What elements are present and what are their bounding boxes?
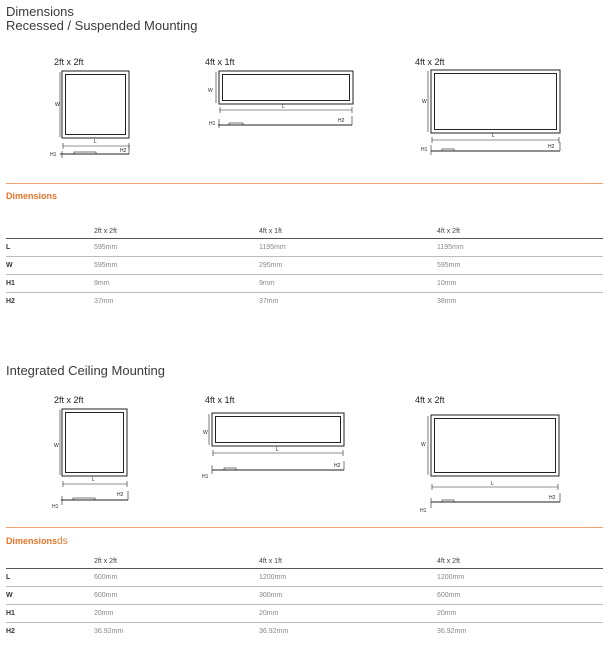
dim-w-label: W [55,102,60,108]
table-cell: 600mm [94,587,259,605]
dim-w-label: W [203,430,208,436]
table-cell: 300mm [259,587,437,605]
table-heading-recessed: Dimensions [6,191,58,201]
table-cell: 9mm [259,275,437,293]
row-label: W [6,587,94,605]
dim-h1-label: H1 [420,508,427,514]
dim-l-label: L [92,477,95,483]
section-divider [6,527,603,528]
table-cell: 595mm [94,257,259,275]
table-row [6,605,603,623]
table-cell: 595mm [437,257,603,275]
dim-h1-label: H1 [50,152,57,158]
dim-h2-label: H2 [548,144,555,150]
table-heading-suffix: ds [57,536,68,547]
recessed-diagrams [0,0,613,175]
column-header: 4ft x 1ft [259,224,437,239]
dim-h2-label: H2 [338,118,345,124]
section-subtitle-recessed: Recessed / Suspended Mounting [6,18,198,33]
dim-h2-label: H2 [120,148,127,154]
table-row [6,239,603,257]
dim-l-label: L [491,481,494,487]
table-cell: 37mm [94,298,114,305]
dim-h1-label: H1 [209,121,216,127]
dim-h1-label: H1 [52,504,59,510]
dim-w-label: W [208,88,213,94]
row-label: H1 [6,605,94,623]
row-label: L [6,569,94,587]
diagram-label-2x2: 2ft x 2ft [54,57,84,67]
panel-diagram-4x1 [209,413,344,474]
table-cell: 1200mm [259,569,437,587]
table-cell: 1195mm [259,239,437,257]
table-cell: 600mm [94,569,259,587]
column-header: 4ft x 2ft [437,554,603,569]
diagram-label-2x2: 2ft x 2ft [54,395,84,405]
row-label: H2 [6,298,15,305]
table-row [6,623,603,641]
table-row [6,275,603,293]
table-cell: 9mm [94,275,259,293]
dim-l-label: L [94,139,97,145]
table-cell: 1195mm [437,239,603,257]
section-divider [6,183,603,184]
table-row [6,293,603,311]
column-header: 2ft x 2ft [94,554,259,569]
dim-h2-label: H2 [549,495,556,501]
table-cell: 295mm [259,257,437,275]
column-header: 2ft x 2ft [94,224,259,239]
table-cell: 20mm [94,605,259,623]
diagram-label-4x2: 4ft x 2ft [415,395,445,405]
table-row [6,257,603,275]
dim-l-label: L [276,447,279,453]
dim-h2-label: H2 [117,492,124,498]
table-heading-text: Dimensions [6,536,58,546]
panel-diagram-4x2 [428,70,560,155]
table-header-row [6,224,603,239]
section-title-integrated: Integrated Ceiling Mounting [6,363,165,378]
row-label: L [6,239,94,257]
column-header: 4ft x 2ft [437,224,603,239]
panel-diagram-2x2 [60,409,128,505]
table-cell: 37mm [259,298,279,305]
table-cell: 38mm [437,298,457,305]
column-header: 4ft x 1ft [259,554,437,569]
table-cell: 20mm [437,605,603,623]
table-cell: 36.92mm [94,628,124,635]
table-row [6,569,603,587]
table-cell: 595mm [94,239,259,257]
diagram-label-4x1: 4ft x 1ft [205,395,235,405]
dim-l-label: L [492,133,495,139]
diagram-label-4x2: 4ft x 2ft [415,57,445,67]
row-label: H2 [6,628,15,635]
table-cell: 10mm [437,275,603,293]
dim-w-label: W [422,99,427,105]
table-cell: 36.92mm [259,628,289,635]
table-cell: 600mm [437,587,603,605]
dim-h2-label: H2 [334,463,341,469]
row-label: W [6,257,94,275]
panel-diagram-4x2 [428,415,560,508]
dimensions-table-recessed [6,224,603,310]
table-cell: 20mm [259,605,437,623]
dim-h1-label: H1 [202,474,209,480]
page-title: Dimensions [6,4,74,19]
table-heading-integrated [6,536,68,547]
integrated-diagrams [0,400,613,522]
table-cell: 36.92mm [437,628,467,635]
table-header-row [6,554,603,569]
table-row [6,587,603,605]
panel-diagram-4x1 [216,71,353,128]
diagram-label-4x1: 4ft x 1ft [205,57,235,67]
dim-w-label: W [421,442,426,448]
dim-l-label: L [282,104,285,110]
dim-w-label: W [54,443,59,449]
table-cell: 1200mm [437,569,603,587]
row-label: H1 [6,275,94,293]
dimensions-table-integrated [6,554,603,640]
dim-h1-label: H1 [421,147,428,153]
